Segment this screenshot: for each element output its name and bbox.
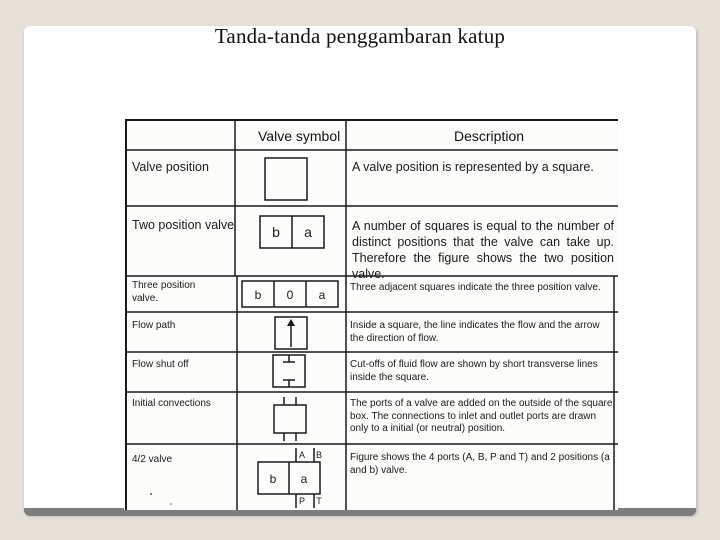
row-desc-initial-convections: The ports of a valve are added on the outside of the square box. The connections to inlet and outlet ports are drawn only to a initial (or neutral) position.	[350, 398, 613, 435]
row-desc-4-2-valve: Figure shows the 4 ports (A, B, P and T) and 2 positions (a and b) valve.	[350, 452, 610, 476]
row-label-three-position: Three position valve.	[132, 280, 196, 304]
row-label-valve-position: Valve position	[132, 160, 209, 174]
symbol-letter-b: b	[254, 288, 262, 302]
row-label-flow-path: Flow path	[132, 320, 176, 331]
row-label-flow-shut-off: Flow shut off	[132, 359, 189, 370]
slide-title: Tanda-tanda penggambaran katup	[214, 24, 506, 48]
row-label-initial-convections: Initial convections	[132, 398, 211, 409]
symbol-initial-connections	[274, 405, 306, 433]
header-description: Description	[454, 128, 525, 144]
symbol-square	[265, 158, 307, 200]
symbol-letter-a: a	[300, 472, 308, 486]
scan-speck	[150, 493, 152, 495]
header-valve-symbol: Valve symbol	[258, 128, 341, 144]
row-desc-flow-shut-off: Cut-offs of fluid flow are shown by short transverse lines inside the square.	[350, 359, 598, 383]
symbol-letter-a: a	[304, 224, 312, 240]
row-label-two-position: Two position valve	[132, 218, 235, 232]
symbol-letter-0: 0	[286, 288, 294, 302]
row-desc-two-position: A number of squares is equal to the number of distinct positions that the valve can take up. Therefore the figure shows the two position valve.	[352, 219, 614, 281]
flow-arrow-head	[287, 319, 295, 326]
port-label-B: B	[315, 450, 323, 460]
valve-symbol-table	[124, 118, 618, 510]
row-desc-flow-path: Inside a square, the line indicates the flow and the arrow the direction of flow.	[350, 320, 600, 344]
row-desc-valve-position: A valve position is represented by a square.	[352, 160, 594, 174]
valve-symbols	[124, 118, 618, 510]
scan-speck	[170, 503, 172, 505]
port-label-A: A	[298, 450, 306, 460]
port-label-T: T	[316, 496, 322, 506]
symbol-letter-b: b	[272, 224, 280, 240]
port-label-P: P	[298, 496, 306, 506]
symbol-letter-a: a	[318, 288, 326, 302]
row-label-4-2-valve: 4/2 valve	[132, 454, 173, 465]
row-desc-three-position: Three adjacent squares indicate the three position valve.	[350, 282, 601, 293]
symbol-letter-b: b	[269, 472, 277, 486]
